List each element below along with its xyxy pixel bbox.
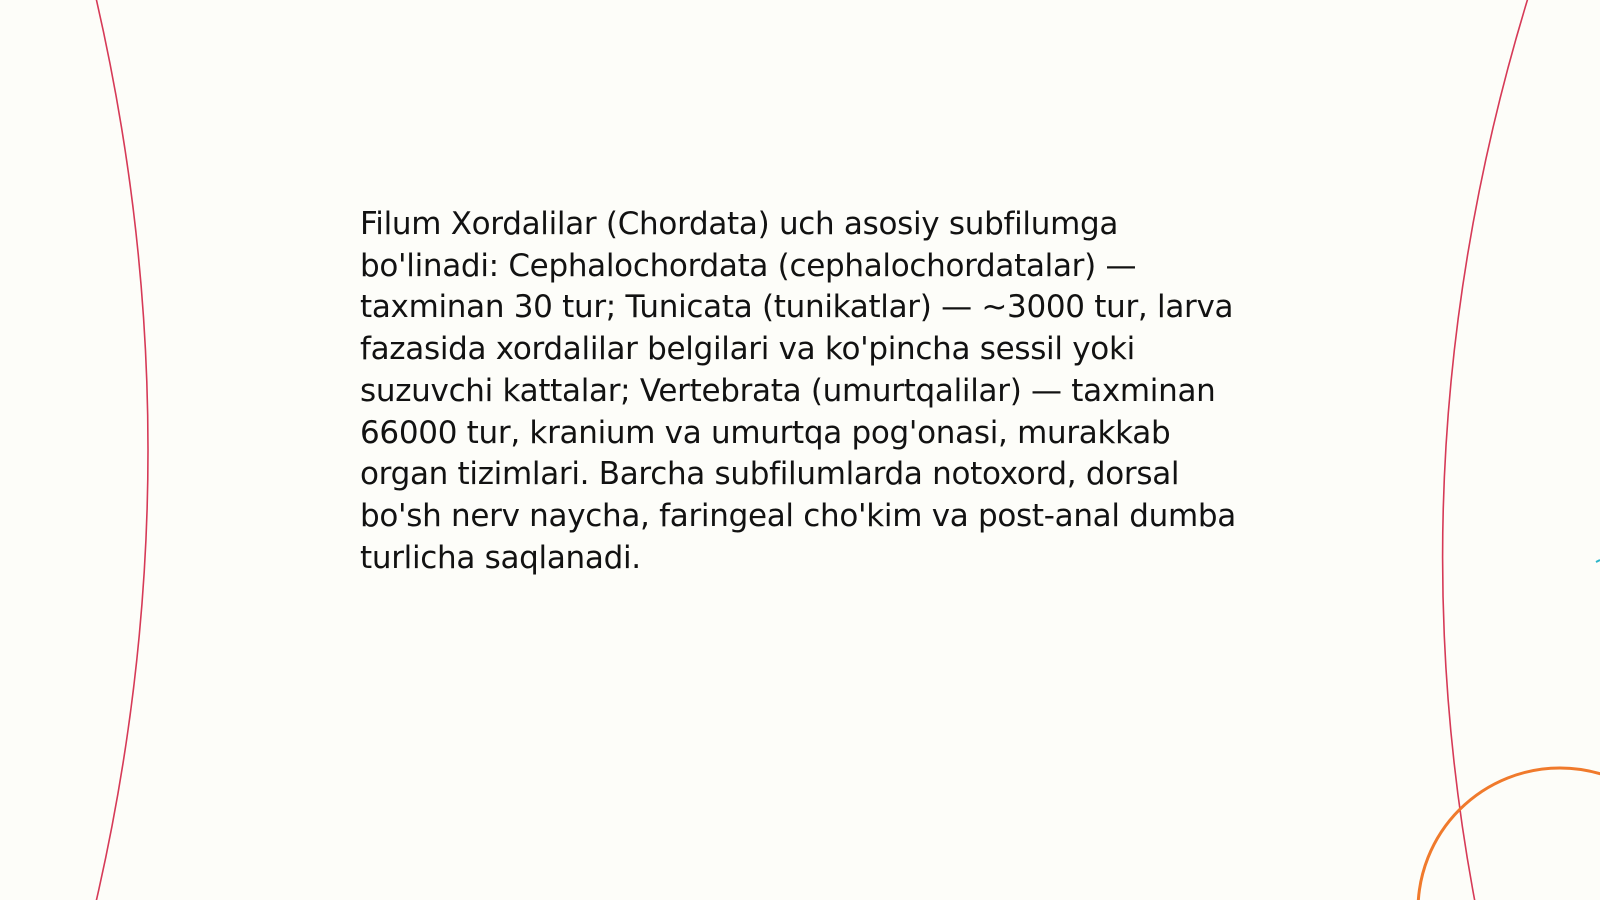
body-paragraph: Filum Xordalilar (Chordata) uch asosiy subfilumga bo'linadi: Cephalochordata (cephalochordatalar) — taxminan 30 tur; Tunicata (tunikatlar) — ~3000 tur, larva fazasida xordalilar belgilari va ko'pincha sessil yoki suzuvchi kattalar; Vertebrata (umurtqalilar) — taxminan 66000 tur, kranium va umurtqa pog'onasi, murakkab organ tizimlari. Barcha subfilumlarda notoxord, dorsal bo'sh nerv naycha, faringeal cho'kim va post-anal dumba turlicha saqlanadi. (360, 206, 1236, 576)
left-arc-line (96, 0, 148, 900)
right-arc-line (1443, 0, 1528, 900)
corner-circle (1418, 768, 1600, 900)
accent-mark (1596, 560, 1600, 562)
